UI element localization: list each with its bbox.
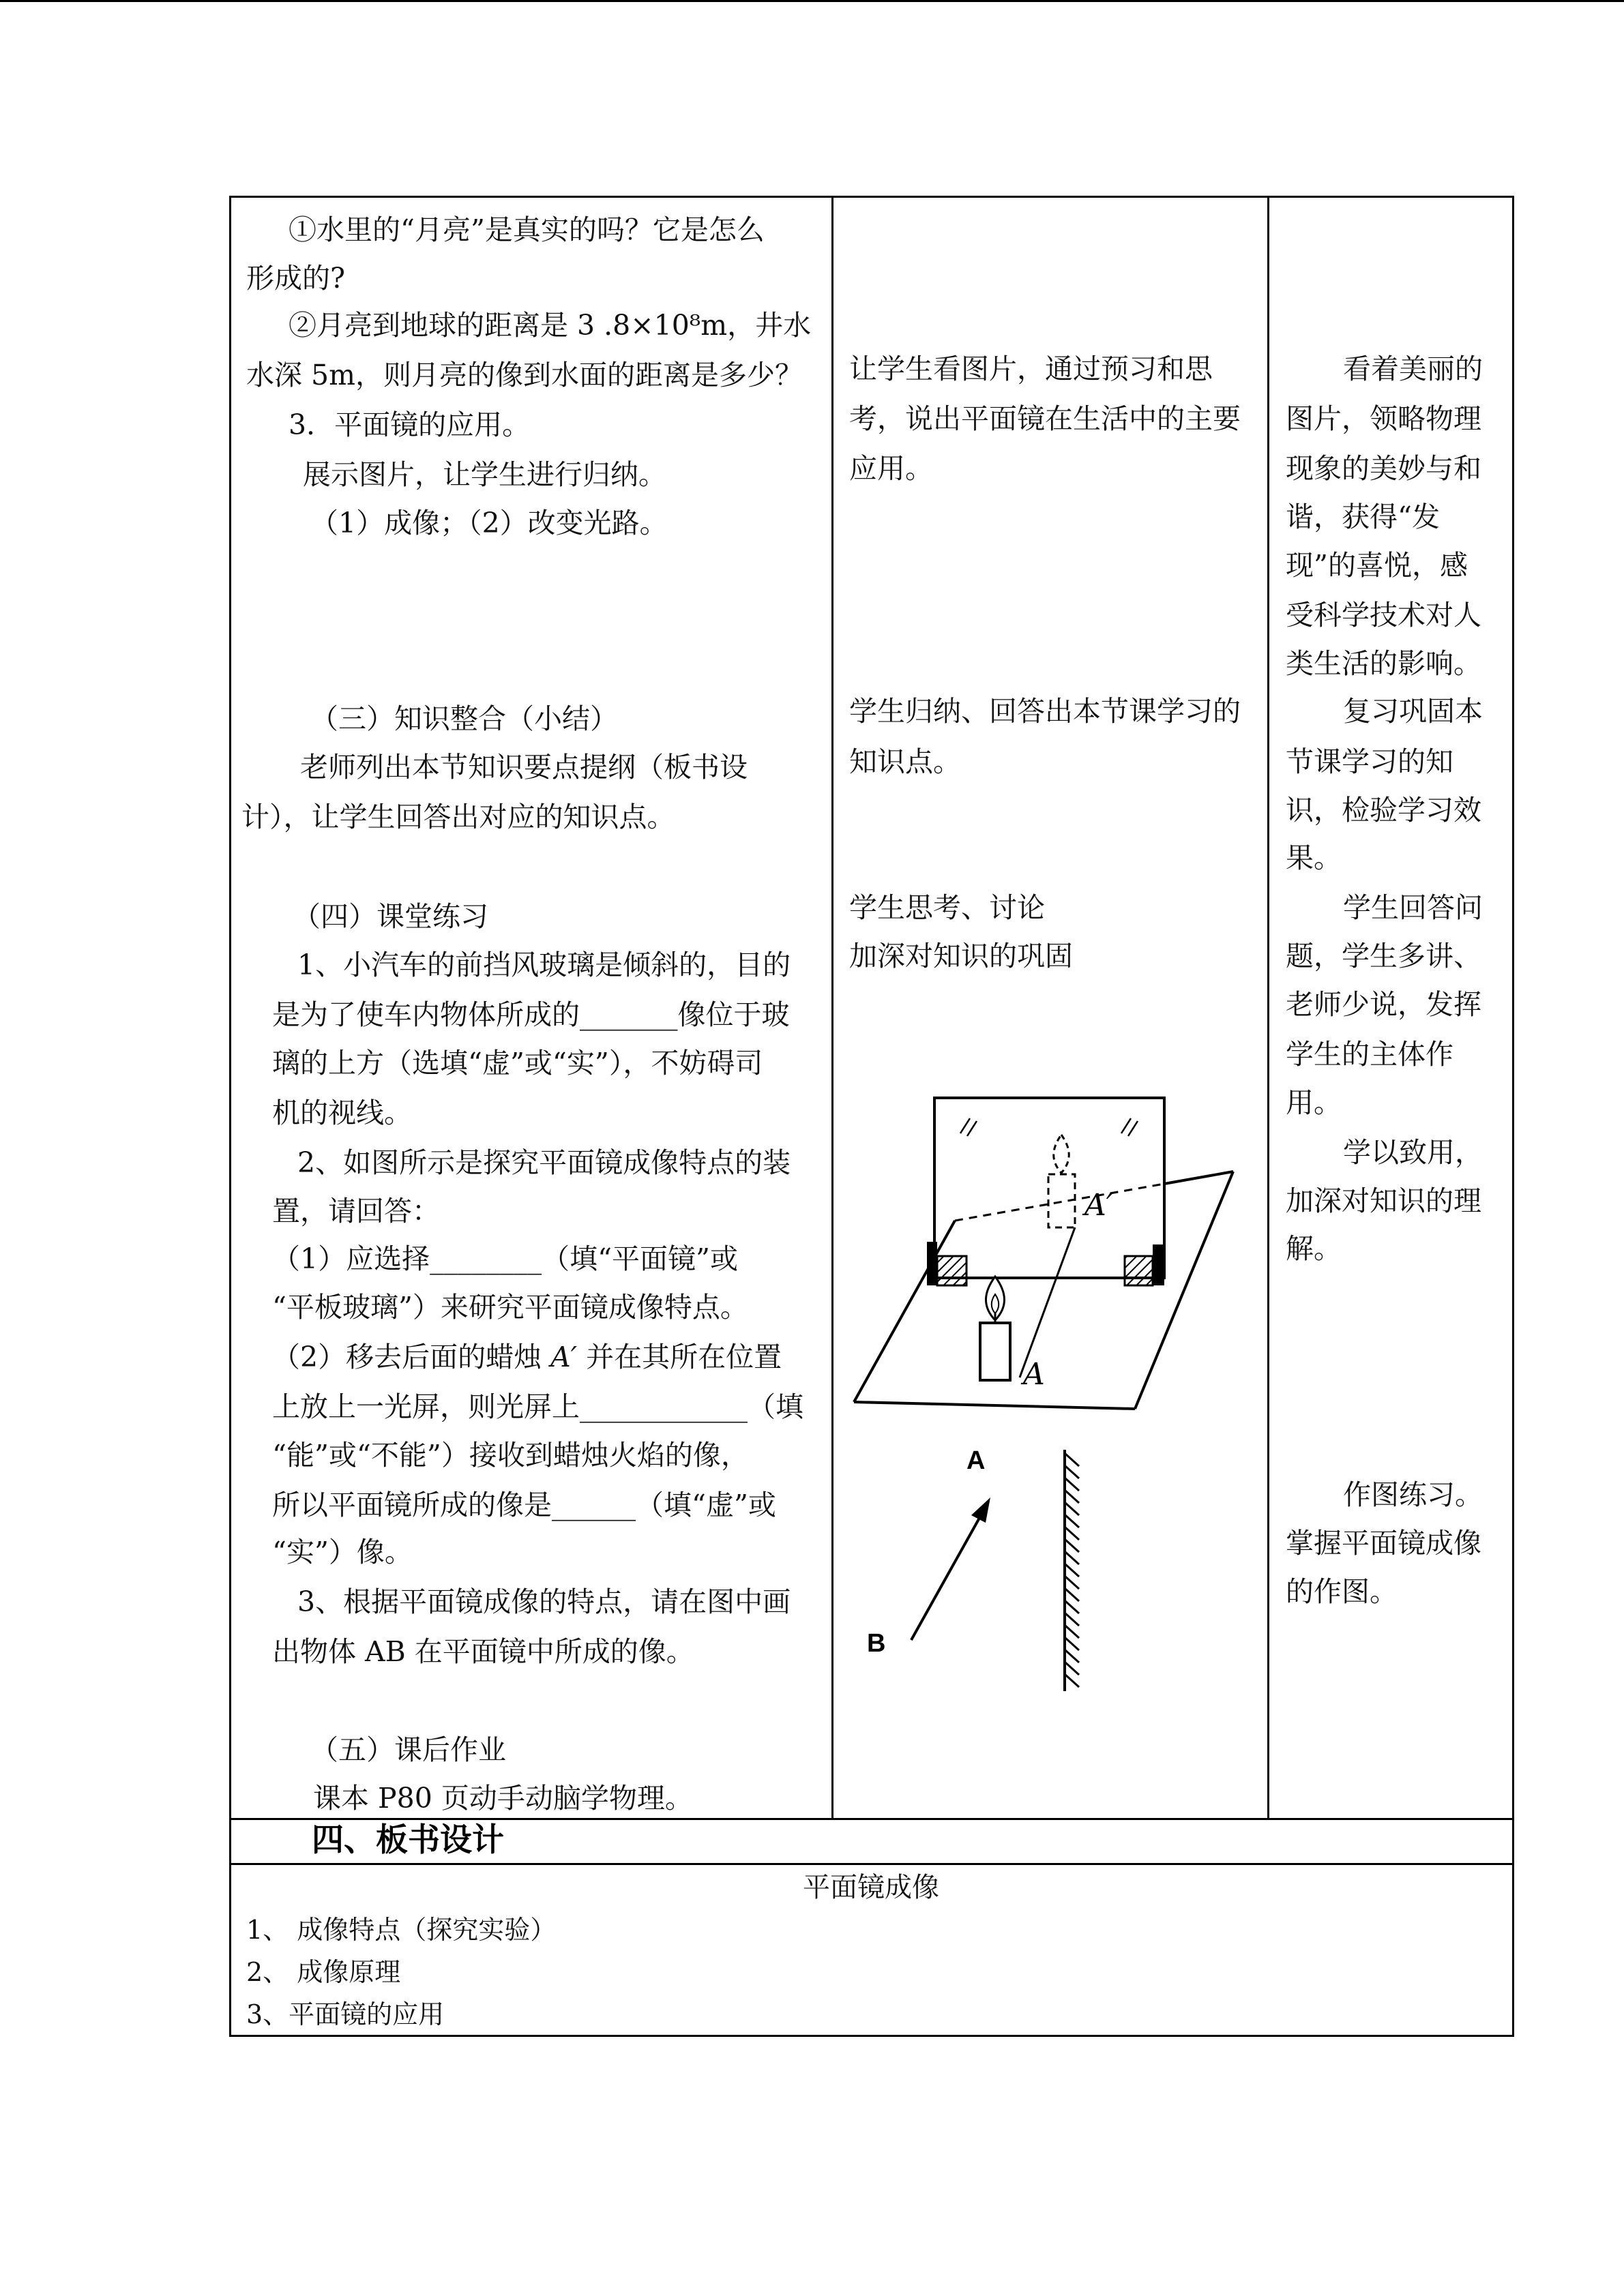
board-design-item: 1、 成像特点（探究实验） xyxy=(246,1915,557,1945)
exercise-2-line: 上放上一光屏，则光屏上____________（填 xyxy=(272,1390,803,1423)
exercise-2-line: “实”）像。 xyxy=(272,1536,413,1568)
candle-question-prefix: （2）移去后面的蜡烛 xyxy=(272,1341,551,1373)
exercise-2-line: （1）应选择________（填“平面镜”或 xyxy=(272,1242,739,1275)
virtual-candle-flame xyxy=(1054,1135,1069,1173)
table-surface-right-edge xyxy=(1135,1172,1233,1409)
homework-heading: （五）课后作业 xyxy=(310,1733,506,1766)
design-intent-line: 作图练习。 xyxy=(1343,1478,1483,1511)
applications-heading: 3．平面镜的应用。 xyxy=(289,408,531,441)
design-intent-line: 学生回答问 xyxy=(1343,891,1483,924)
design-intent-line: 掌握平面镜成像 xyxy=(1286,1527,1481,1560)
homework-line: 课本 P80 页动手动脑学物理。 xyxy=(313,1782,693,1815)
table-border-bottom xyxy=(230,2035,1514,2037)
design-intent-line: 现象的美妙与和 xyxy=(1286,452,1481,485)
design-intent-line: 果。 xyxy=(1286,841,1342,874)
student-activity-line: 知识点。 xyxy=(849,745,961,778)
table-border-top xyxy=(230,196,1514,198)
summary-line: 老师列出本节知识要点提纲（板书设 xyxy=(300,751,748,784)
table-border-section-row-bottom xyxy=(230,1863,1514,1865)
design-intent-line: 看着美丽的 xyxy=(1343,353,1483,385)
design-intent-line: 类生活的影响。 xyxy=(1286,647,1481,680)
student-activity-line: 让学生看图片，通过预习和思 xyxy=(849,353,1213,385)
design-intent-line: 学生的主体作 xyxy=(1286,1038,1453,1071)
student-activity-line: 加深对知识的巩固 xyxy=(849,940,1073,972)
candle-image-label: A′ xyxy=(550,1341,578,1373)
right-clamp-block xyxy=(1125,1256,1153,1285)
summary-heading: （三）知识整合（小结） xyxy=(310,702,618,735)
column-divider-2 xyxy=(1267,196,1269,1819)
table-border-right xyxy=(1512,196,1514,2037)
design-intent-line: 解。 xyxy=(1286,1232,1342,1265)
moon-question-1-line: 形成的? xyxy=(246,262,345,295)
right-clamp-bar xyxy=(1153,1244,1164,1285)
student-activity-line: 学生归纳、回答出本节课学习的 xyxy=(849,695,1241,728)
board-design-section-title: 四、板书设计 xyxy=(312,1821,504,1859)
design-intent-line: 老师少说，发挥 xyxy=(1286,988,1481,1021)
moon-question-2-line: 水深 5m，则月亮的像到水面的距离是多少？ xyxy=(246,359,803,391)
point-b-label: B xyxy=(867,1629,886,1658)
exercises-heading: （四）课堂练习 xyxy=(293,900,488,933)
object-ab-arrow-shaft xyxy=(911,1518,979,1640)
left-clamp-block xyxy=(937,1256,966,1285)
candle-label: A xyxy=(1023,1357,1045,1392)
board-design-title: 平面镜成像 xyxy=(803,1872,939,1903)
exercise-1-line: 璃的上方（选填“虚”或“实”），不妨碍司 xyxy=(272,1047,763,1079)
student-activity-line: 应用。 xyxy=(849,452,933,485)
candle-question-suffix: 并在其所在位置 xyxy=(577,1341,782,1373)
design-intent-line: 学以致用， xyxy=(1343,1136,1483,1169)
summary-line: 计），让学生回答出对应的知识点。 xyxy=(241,801,675,833)
design-intent-line: 题，学生多讲、 xyxy=(1286,940,1481,972)
table-border-main-row-bottom xyxy=(230,1818,1514,1820)
moon-question-1-line: ①水里的“月亮”是真实的吗？它是怎么 xyxy=(289,213,765,246)
exercise-2-line: 2、如图所示是探究平面镜成像特点的装 xyxy=(297,1146,791,1179)
table-surface-back-edge xyxy=(1164,1172,1233,1184)
exercise-1-line: 是为了使车内物体所成的_______像位于玻 xyxy=(272,998,790,1031)
design-intent-line: 识，检验学习效 xyxy=(1286,794,1481,826)
object-ab-arrowhead xyxy=(971,1497,990,1523)
design-intent-line: 的作图。 xyxy=(1286,1575,1398,1608)
table-surface-front-edge xyxy=(854,1402,1135,1409)
glass-glare-marks xyxy=(960,1118,1138,1136)
table-border-left xyxy=(229,196,231,2037)
design-intent-line: 图片，领略物理 xyxy=(1286,402,1481,435)
exercise-1-line: 机的视线。 xyxy=(272,1097,412,1129)
mirror-experiment-figure xyxy=(839,1084,1255,1425)
design-intent-line: 节课学习的知 xyxy=(1286,745,1453,778)
plane-mirror-hatching xyxy=(1065,1454,1079,1687)
exercise-3-line: 3、根据平面镜成像的特点，请在图中画 xyxy=(297,1585,791,1618)
exercise-2-line: “能”或“不能”）接收到蜡烛火焰的像， xyxy=(272,1439,749,1472)
design-intent-line: 现”的喜悦，感 xyxy=(1286,549,1468,582)
design-intent-line: 谐，获得“发 xyxy=(1286,501,1440,533)
exercise-3-line: 出物体 AB 在平面镜中所成的像。 xyxy=(272,1635,694,1668)
design-intent-line: 用。 xyxy=(1286,1086,1342,1119)
exercise-2-line: 所以平面镜所成的像是______（填“虚”或 xyxy=(272,1489,776,1521)
design-intent-line: 加深对知识的理 xyxy=(1286,1184,1481,1217)
exercise-2-line: “平板玻璃”）来研究平面镜成像特点。 xyxy=(272,1291,748,1324)
point-a-label: A xyxy=(966,1446,986,1475)
candle-body xyxy=(980,1323,1010,1380)
design-intent-line: 受科学技术对人 xyxy=(1286,599,1481,631)
table-surface-left-edge xyxy=(854,1221,955,1402)
column-divider-1 xyxy=(831,196,833,1819)
left-clamp-bar xyxy=(927,1242,937,1285)
exercise-2-line: 置，请回答： xyxy=(272,1195,440,1227)
student-activity-line: 学生思考、讨论 xyxy=(849,891,1045,924)
board-design-item: 3、平面镜的应用 xyxy=(246,1999,445,2029)
student-activity-line: 考，说出平面镜在生活中的主要 xyxy=(849,402,1241,435)
exercise-2-candle-question-line xyxy=(272,1340,782,1374)
virtual-candle-label: A′ xyxy=(1084,1188,1113,1223)
applications-line: （1）成像；（2）改变光路。 xyxy=(310,507,668,539)
candle-connection-line xyxy=(1020,1227,1075,1377)
ab-mirror-drawing-figure xyxy=(853,1432,1098,1705)
board-design-item: 2、 成像原理 xyxy=(246,1957,401,1987)
table-surface-back-edge-hidden xyxy=(955,1184,1164,1221)
page-top-border xyxy=(0,0,1624,2)
design-intent-line: 复习巩固本 xyxy=(1343,695,1483,728)
exercise-1-line: 1、小汽车的前挡风玻璃是倾斜的，目的 xyxy=(297,949,791,981)
moon-question-2-line: ②月亮到地球的距离是 3 .8×10⁸m，井水 xyxy=(289,309,812,342)
applications-line: 展示图片，让学生进行归纳。 xyxy=(303,458,666,491)
